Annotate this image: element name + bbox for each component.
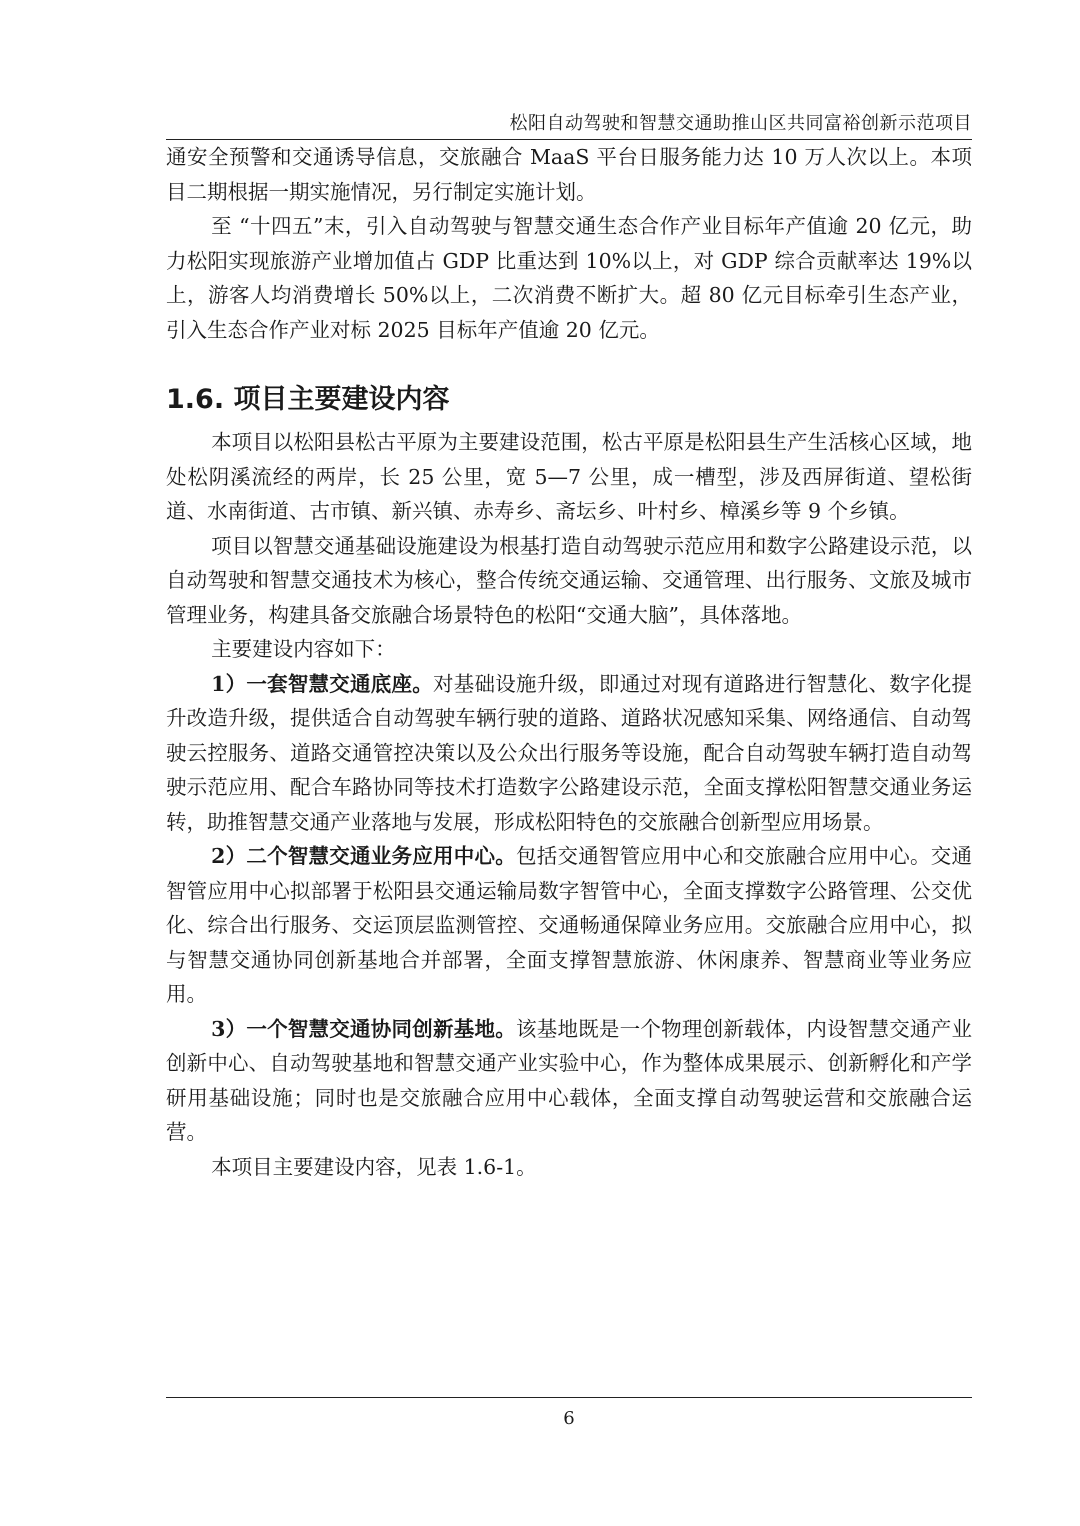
footer-divider	[166, 1397, 972, 1398]
section-heading: 1.6. 项目主要建设内容	[166, 384, 450, 415]
paragraph-continued: 通安全预警和交通诱导信息，交旅融合 MaaS 平台日服务能力达 10 万人次以上。本项目二期根据一期实施情况，另行制定实施计划。	[166, 145, 972, 204]
list-item	[166, 667, 972, 840]
paragraph-scope: 本项目以松阳县松古平原为主要建设范围，松古平原是松阳县生产生活核心区域，地处松阴溪流经的两岸，长 25 公里，宽 5—7 公里，成一槽型，涉及西屏街道、望松街道、水南街道、古市镇、新兴镇、赤寿乡、斋坛乡、叶村乡、樟溪乡等 9 个乡镇。	[166, 430, 972, 523]
list-item-text: 包括交通智管应用中心和交旅融合应用中心。交通智管应用中心拟部署于松阳县交通运输局数字智管中心，全面支撑数字公路管理、公交优化、综合出行服务、交运顶层监测管控、交通畅通保障业务应用。交旅融合应用中心，拟与智慧交通协同创新基地合并部署，全面支撑智慧旅游、休闲康养、智慧商业等业务应用。	[166, 844, 973, 1006]
paragraph-foundation: 项目以智慧交通基础设施建设为根基打造自动驾驶示范应用和数字公路建设示范，以自动驾驶和智慧交通技术为核心，整合传统交通运输、交通管理、出行服务、文旅及城市管理业务，构建具备交旅融合场景特色的松阳“交通大脑”，具体落地。	[166, 533, 972, 627]
list-item-text: 该基地既是一个物理创新载体，内设智慧交通产业创新中心、自动驾驶基地和智慧交通产业实验中心，作为整体成果展示、创新孵化和产学研用基础设施；同时也是交旅融合应用中心载体，全面支撑自动驾驶运营和交旅融合运营。	[166, 1016, 973, 1144]
page-number: 6	[563, 1408, 575, 1429]
paragraph-targets: 至 “十四五”末，引入自动驾驶与智慧交通生态合作产业目标年产值逾 20 亿元，助力松阳实现旅游产业增加值占 GDP 比重达到 10%以上，对 GDP 综合贡献率达 19%以上，游客人均消费增长 50%以上，二次消费不断扩大。超 80 亿元目标牵引生态产业，引入生态合作产业对标 2025 目标年产值逾 20 亿元。	[166, 214, 972, 342]
running-header: 松阳自动驾驶和智慧交通助推山区共同富裕创新示范项目	[509, 113, 972, 134]
list-item	[166, 839, 972, 1012]
list-item-lead: 1）一套智慧交通底座。	[211, 671, 433, 696]
list-item	[166, 1012, 972, 1150]
paragraph-contents-intro: 主要建设内容如下：	[211, 637, 396, 661]
list-item-text: 对基础设施升级，即通过对现有道路进行智慧化、数字化提升改造升级，提供适合自动驾驶车辆行驶的道路、道路状况感知采集、网络通信、自动驾驶云控服务、道路交通管控决策以及公众出行服务等设施，配合自动驾驶车辆打造自动驾驶示范应用、配合车路协同等技术打造数字公路建设示范，全面支撑松阳智慧交通业务运转，助推智慧交通产业落地与发展，形成松阳特色的交旅融合创新型应用场景。	[166, 671, 972, 834]
paragraph-table-reference: 本项目主要建设内容，见表 1.6-1。	[211, 1154, 537, 1179]
list-item-lead: 3）一个智慧交通协同创新基地。	[211, 1016, 516, 1041]
document-body	[166, 140, 972, 1184]
list-item-lead: 2）二个智慧交通业务应用中心。	[211, 844, 516, 868]
